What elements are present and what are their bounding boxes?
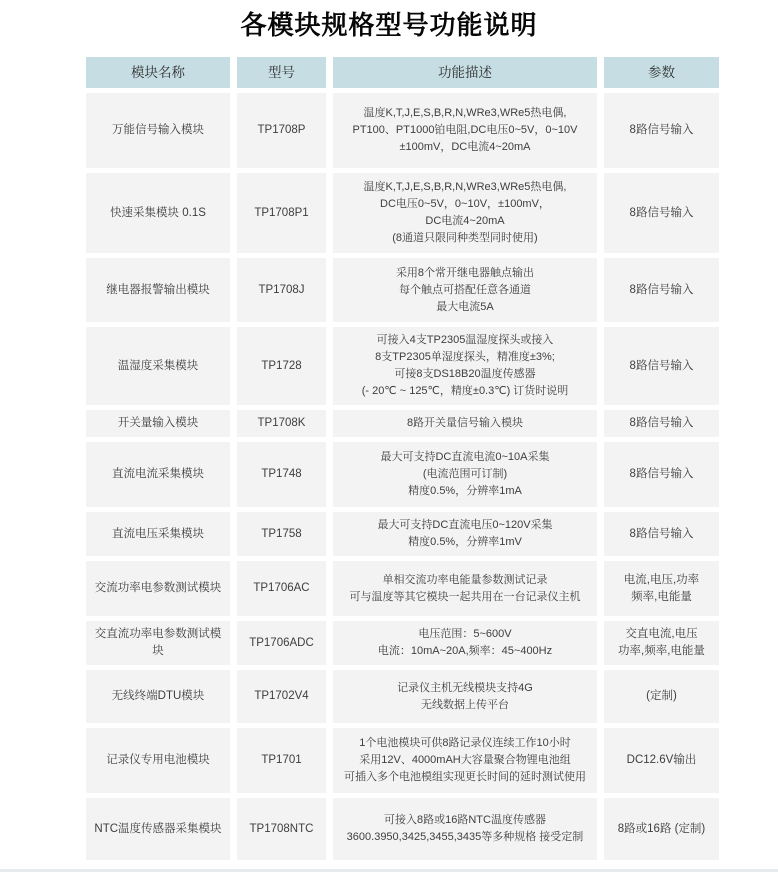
model-cell: TP1708J <box>237 258 326 322</box>
params-cell: 8路信号输入 <box>604 93 719 168</box>
description-cell: 最大可支持DC直流电流0~10A采集 (电流范围可订制) 精度0.5%，分辨率1mA <box>333 442 597 507</box>
module-name-cell: 记录仪专用电池模块 <box>86 728 230 793</box>
params-cell: DC12.6V输出 <box>604 728 719 793</box>
description-cell: 8路开关量信号输入模块 <box>333 410 597 437</box>
module-name-cell: 万能信号输入模块 <box>86 93 230 168</box>
model-cell: TP1758 <box>237 512 326 556</box>
module-name-cell: 交流功率电参数测试模块 <box>86 561 230 616</box>
table-row <box>86 93 719 168</box>
params-cell: 8路信号输入 <box>604 442 719 507</box>
table-row <box>86 173 719 253</box>
params-cell: 电流,电压,功率 频率,电能量 <box>604 561 719 616</box>
description-cell: 可接入4支TP2305温湿度探头或接入 8支TP2305单湿度探头，精准度±3%; 可接8支DS18B20温度传感器 (- 20℃ ~ 125℃，精度±0.3℃) 订货时说明 <box>333 327 597 405</box>
description-cell: 采用8个常开继电器触点输出 每个触点可搭配任意各通道 最大电流5A <box>333 258 597 322</box>
description-cell: 1个电池模块可供8路记录仪连续工作10小时 采用12V、4000mAH大容量聚合物锂电池组 可插入多个电池模组实现更长时间的延时测试使用 <box>333 728 597 793</box>
model-cell: TP1706AC <box>237 561 326 616</box>
page-title: 各模块规格型号功能说明 <box>240 10 538 40</box>
description-cell: 单相交流功率电能量参数测试记录 可与温度等其它模块一起共用在一台记录仪主机 <box>333 561 597 616</box>
description-cell: 可接入8路或16路NTC温度传感器 3600.3950,3425,3455,3435等多种规格 接受定制 <box>333 798 597 860</box>
params-cell: 8路信号输入 <box>604 258 719 322</box>
spec-table <box>86 57 719 865</box>
module-name-cell: 直流电流采集模块 <box>86 442 230 507</box>
params-cell: 8路或16路 (定制) <box>604 798 719 860</box>
table-row <box>86 728 719 793</box>
module-name-cell: 快速采集模块 0.1S <box>86 173 230 253</box>
table-row <box>86 512 719 556</box>
module-name-cell: 温湿度采集模块 <box>86 327 230 405</box>
module-name-cell: 无线终端DTU模块 <box>86 670 230 723</box>
module-name-cell: NTC温度传感器采集模块 <box>86 798 230 860</box>
model-cell: TP1708K <box>237 410 326 437</box>
model-cell: TP1708NTC <box>237 798 326 860</box>
header-module-name: 模块名称 <box>86 57 230 88</box>
table-row <box>86 621 719 665</box>
params-cell: (定制) <box>604 670 719 723</box>
params-cell: 交直电流,电压 功率,频率,电能量 <box>604 621 719 665</box>
params-cell: 8路信号输入 <box>604 173 719 253</box>
module-name-cell: 继电器报警输出模块 <box>86 258 230 322</box>
table-row <box>86 410 719 437</box>
table-row <box>86 670 719 723</box>
table-row <box>86 442 719 507</box>
model-cell: TP1728 <box>237 327 326 405</box>
module-name-cell: 交直流功率电参数测试模块 <box>86 621 230 665</box>
table-row <box>86 561 719 616</box>
spec-table-body <box>86 93 719 860</box>
header-params: 参数 <box>604 57 719 88</box>
params-cell: 8路信号输入 <box>604 327 719 405</box>
module-name-cell: 直流电压采集模块 <box>86 512 230 556</box>
description-cell: 电压范围：5~600V 电流：10mA~20A,频率：45~400Hz <box>333 621 597 665</box>
table-row <box>86 327 719 405</box>
module-name-cell: 开关量输入模块 <box>86 410 230 437</box>
description-cell: 最大可支持DC直流电压0~120V采集 精度0.5%，分辨率1mV <box>333 512 597 556</box>
table-header-row <box>86 57 719 88</box>
model-cell: TP1706ADC <box>237 621 326 665</box>
header-description: 功能描述 <box>333 57 597 88</box>
model-cell: TP1748 <box>237 442 326 507</box>
header-model: 型号 <box>237 57 326 88</box>
params-cell: 8路信号输入 <box>604 512 719 556</box>
model-cell: TP1701 <box>237 728 326 793</box>
description-cell: 温度K,T,J,E,S,B,R,N,WRe3,WRe5热电偶, PT100、PT1000铂电阻,DC电压0~5V，0~10V ±100mV，DC电流4~20mA <box>333 93 597 168</box>
model-cell: TP1702V4 <box>237 670 326 723</box>
params-cell: 8路信号输入 <box>604 410 719 437</box>
description-cell: 记录仪主机无线模块支持4G 无线数据上传平台 <box>333 670 597 723</box>
table-row <box>86 258 719 322</box>
model-cell: TP1708P1 <box>237 173 326 253</box>
table-row <box>86 798 719 860</box>
description-cell: 温度K,T,J,E,S,B,R,N,WRe3,WRe5热电偶, DC电压0~5V，0~10V，±100mV， DC电流4~20mA (8通道只限同种类型同时使用) <box>333 173 597 253</box>
model-cell: TP1708P <box>237 93 326 168</box>
